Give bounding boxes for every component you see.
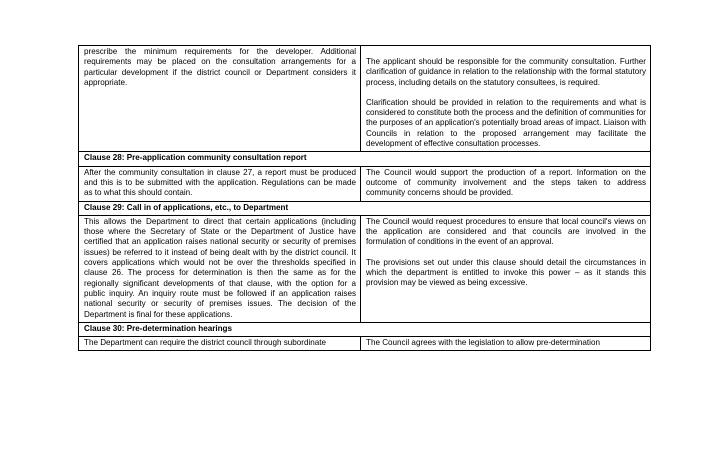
table-row bbox=[79, 215, 651, 322]
clause-description-cell bbox=[79, 215, 361, 322]
table-row bbox=[79, 46, 651, 152]
clause-description-cell bbox=[79, 166, 361, 201]
clause-description-cell bbox=[79, 337, 361, 351]
paragraph: Clarification should be provided in relation to the requirements and what is considered to constitute both the process and the definition of communities for the purposes of an application's potentially broad areas of impact. Liaison with Councils in relation to the proposed arrangement may facilitate the development of effective consultation processes. bbox=[366, 97, 646, 149]
paragraph: This allows the Department to direct that certain applications (including those where the Secretary of State or the Department of Justice have certified that an application raises national security or security of premises issues) be referred to it instead of being dealt with by the district council. It covers applications which would not be over the thresholds specified in clause 26. The process for determination is then the same as for the regionally significant developments of that clause, with the option for a public inquiry. An inquiry route must be followed if an application raises national security or security of premises issues. The decision of the Department is final for these applications. bbox=[84, 216, 356, 319]
council-response-cell bbox=[361, 337, 651, 351]
paragraph: After the community consultation in clause 27, a report must be produced and this is to be submitted with the application. Regulations can be made as to what this should contain. bbox=[84, 167, 356, 198]
paragraph: The Council agrees with the legislation to allow pre-determination bbox=[366, 338, 600, 348]
paragraph: prescribe the minimum requirements for the developer. Additional requirements may be placed on the consultation arrangements for a particular development if the district council or Department considers it appropriate. bbox=[84, 47, 356, 87]
paragraph: The Council would support the production of a report. Information on the outcome of community involvement and the steps taken to address community concerns should be provided. bbox=[366, 167, 646, 198]
council-response-cell bbox=[361, 166, 651, 201]
clause-heading-row bbox=[79, 201, 651, 215]
consultation-response-table bbox=[78, 45, 651, 351]
council-response-cell bbox=[361, 46, 651, 152]
paragraph: The Department can require the district council through subordinate bbox=[84, 338, 327, 348]
clause-29-heading: Clause 29: Call in of applications, etc., to Department bbox=[79, 201, 651, 215]
clause-30-heading: Clause 30: Pre-determination hearings bbox=[79, 322, 651, 336]
clause-28-heading: Clause 28: Pre-application community consultation report bbox=[79, 152, 651, 166]
paragraph: The provisions set out under this clause should detail the circumstances in which the department is entitled to invoke this power – as it stands this provision may be viewed as being excessive. bbox=[366, 257, 646, 288]
table-row bbox=[79, 166, 651, 201]
council-response-cell bbox=[361, 215, 651, 322]
paragraph: The Council would request procedures to ensure that local council's views on the application are considered and that councils are involved in the formulation of conditions in the event of an approval. bbox=[366, 216, 646, 247]
table-row bbox=[79, 337, 651, 351]
clause-description-cell bbox=[79, 46, 361, 152]
clause-heading-row bbox=[79, 322, 651, 336]
paragraph: The applicant should be responsible for the community consultation. Further clarification of guidance in relation to the relationship with the formal statutory process, including details on the statutory consultees, is required. bbox=[366, 57, 646, 87]
clause-heading-row bbox=[79, 152, 651, 166]
